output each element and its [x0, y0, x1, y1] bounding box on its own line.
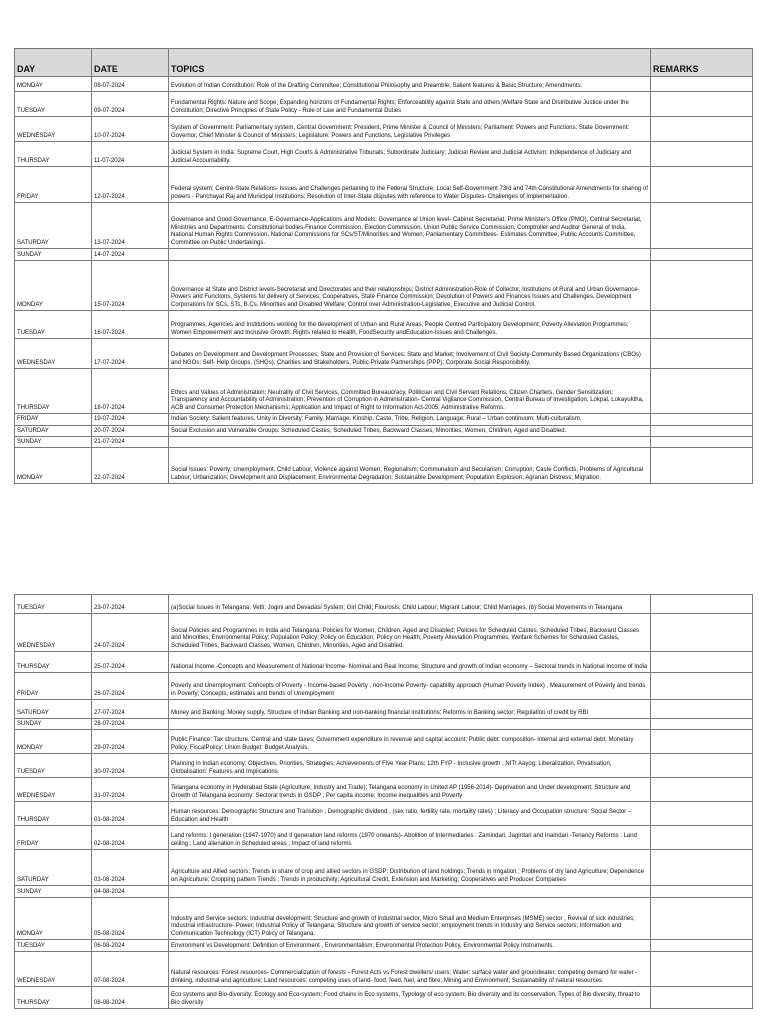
remarks-cell — [651, 614, 753, 652]
remarks-cell — [651, 850, 753, 886]
day-cell: SATURDAY — [15, 425, 92, 437]
header-topics: TOPICS — [169, 49, 651, 77]
remarks-cell — [651, 311, 753, 339]
schedule-table-1 — [14, 48, 753, 484]
date-cell: 22-07-2024 — [92, 448, 169, 484]
date-cell: 27-07-2024 — [92, 700, 169, 719]
date-cell: 20-07-2024 — [92, 425, 169, 437]
table-row — [15, 117, 753, 142]
table-row — [15, 614, 753, 652]
day-cell: TUESDAY — [15, 754, 92, 778]
topics-cell: Eco systems and Bio-diversity: Ecology and Eco-system; Food chains in Eco systems, Typology of eco system; Bio diversity and its conservation, Types of Bio diversity, threat to Bio diversity — [169, 987, 651, 1009]
day-cell: THURSDAY — [15, 369, 92, 414]
topics-cell — [169, 719, 651, 730]
table-row — [15, 719, 753, 730]
table-row — [15, 448, 753, 484]
topics-cell — [169, 437, 651, 448]
date-cell: 29-07-2024 — [92, 730, 169, 754]
table-row — [15, 77, 753, 92]
remarks-cell — [651, 448, 753, 484]
table-row — [15, 311, 753, 339]
remarks-cell — [651, 92, 753, 117]
day-cell: THURSDAY — [15, 987, 92, 1009]
header-day: DAY — [15, 49, 92, 77]
date-cell: 18-07-2024 — [92, 369, 169, 414]
topics-cell: Governance at State and District levels-Secretariat and Directorates and their relationships; District Administration-Role of Collector, Institutions of Rural and Urban Governance-Powers and Functions, Systems for delivery of Services; Cooperatives, State Finance Commission; Devolution of Powers and Finances Issues and Challenges. Development Corporations for SCs, STs, B.Cs, Minorities and Disabled Welfare; Control over Administration-Legislative, Executive and Judicial Control. — [169, 261, 651, 311]
table-row — [15, 952, 753, 987]
remarks-cell — [651, 719, 753, 730]
day-cell: FRIDAY — [15, 167, 92, 203]
remarks-cell — [651, 730, 753, 754]
date-cell: 04-08-2024 — [92, 886, 169, 898]
table-row — [15, 249, 753, 261]
day-cell: WEDNESDAY — [15, 778, 92, 802]
table-row — [15, 898, 753, 940]
day-cell: FRIDAY — [15, 673, 92, 700]
day-cell: WEDNESDAY — [15, 339, 92, 369]
day-cell: SATURDAY — [15, 203, 92, 249]
topics-cell: (a)Social Issues in Telangana: Vetti; Jogini and Devadasi System; Girl Child; Flourosis; Child Labour; Migrant Labour; Child Marriages. (b) Social Movements in Telangana — [169, 595, 651, 614]
topics-cell: National Income -Concepts and Measurement of National Income- Nominal and Real Income; Structure and growth of Indian economy – Sectoral trends in National Income of India — [169, 652, 651, 673]
date-cell: 24-07-2024 — [92, 614, 169, 652]
remarks-cell — [651, 987, 753, 1009]
table-row — [15, 203, 753, 249]
table-row — [15, 778, 753, 802]
topics-cell: Ethics and Values of Administration; Neutrality of Civil Services, Committed Bureaucracy, Politician and Civil Servant Relations; Citizen Charters, Gender Sensitization; Transparency and Accountability of Administration; Prevention of Corruption in Administration- Central Vigilance Commission, Central Bureau of Investigation, Lokpal, Lokayuktha, ACB and Consumer Protection Mechanisms; Application and Impact of Right to Information Act-2005; Administrative Reforms. — [169, 369, 651, 414]
topics-cell: Land reforms: I generation (1947-1970) and II generation land reforms (1970 onwards)- Abolition of Intermediaries : Zamindari, Jagirdari and Inamdari -Tenancy Reforms : Land ceiling ; Land alienation in Scheduled areas ; Impact of land reforms — [169, 826, 651, 850]
remarks-cell — [651, 167, 753, 203]
day-cell: SUNDAY — [15, 886, 92, 898]
date-cell: 08-07-2024 — [92, 77, 169, 92]
day-cell: TUESDAY — [15, 595, 92, 614]
day-cell: THURSDAY — [15, 802, 92, 826]
table-row — [15, 652, 753, 673]
schedule-table-2 — [14, 594, 753, 1009]
date-cell: 11-07-2024 — [92, 142, 169, 167]
date-cell: 31-07-2024 — [92, 778, 169, 802]
topics-cell — [169, 886, 651, 898]
remarks-cell — [651, 249, 753, 261]
remarks-cell — [651, 754, 753, 778]
topics-cell: Debates on Development and Development Processes; State and Provision of Services; State and Market; Involvement of Civil Society-Community Based Organizations (CBOs) and NGOs; Self- Help Groups, (SHGs), Charities and Stakeholders, Public-Private Partnerships (PPP); Corporate Social Responsibility. — [169, 339, 651, 369]
table-row — [15, 369, 753, 414]
topics-cell: Social Exclusion and Vulnerable Groups: Scheduled Castes, Scheduled Tribes, Backward Classes, Minorities, Women, Children, Aged and Disabled. — [169, 425, 651, 437]
day-cell: TUESDAY — [15, 311, 92, 339]
topics-cell: Agriculture and Allied sectors: Trends in share of crop and allied sectors in GSDP; Distribution of land holdings; Trends in Irrigation ; Problems of dry land Agriculture; Dependence on Agriculture; Cropping pattern Trends ; Trends in productivity; Agricultural Credit, Extension and Marketing; Cooperatives and Producer Companies — [169, 850, 651, 886]
topics-cell: Planning in Indian economy: Objectives, Priorities, Strategies, Achievements of Five Year Plans; 12th FYP - Inclusive growth ; NITI Aayog; Liberalization, Privatisation, Globalisation: Features and Implications — [169, 754, 651, 778]
day-cell: TUESDAY — [15, 92, 92, 117]
date-cell: 01-08-2024 — [92, 802, 169, 826]
table-row — [15, 754, 753, 778]
date-cell: 08-08-2024 — [92, 987, 169, 1009]
remarks-cell — [651, 203, 753, 249]
topics-cell: Indian Society: Salient features, Unity in Diversity; Family, Marriage, Kinship, Caste, Tribe, Religion, Language; Rural – Urban continuum; Multi-culturalism. — [169, 414, 651, 426]
remarks-cell — [651, 940, 753, 952]
topics-cell: Poverty and Unemployment: Concepts of Poverty - Income-based Poverty , non-income Poverty- capability approach (Human Poverty Index) , Measurement of Poverty and trends in Poverty; Concepts, estimates and trends of Unemployment — [169, 673, 651, 700]
day-cell: MONDAY — [15, 898, 92, 940]
day-cell: SATURDAY — [15, 850, 92, 886]
date-cell: 13-07-2024 — [92, 203, 169, 249]
topics-cell: Governance and Good Governance, E-Governance-Applications and Models; Governance at Union level- Cabinet Secretariat, Prime Minister's Office (PMO), Central Secretariat, Ministries and Departments; Constitutional bodies-Finance Commission, Election Commission, Union Public Service Commission, Comptroller and Auditor General of India, National Human Rights Commission, National Commissions for SCs/ST/Minorities and Women; Parliamentary Committees- Estimates Committee, Public Accounts Committee, Committee on Public Undertakings. — [169, 203, 651, 249]
remarks-cell — [651, 339, 753, 369]
date-cell: 17-07-2024 — [92, 339, 169, 369]
remarks-cell — [651, 369, 753, 414]
topics-cell: Environment vs Development: Definition of Environment , Environmentalism; Environmental Protection Policy, Environmental Policy Instruments. — [169, 940, 651, 952]
topics-cell: Evolution of Indian Constitution: Role of the Drafting Committee; Constitutional Philosophy and Preamble; Salient features & Basic Structure; Amendments. — [169, 77, 651, 92]
topics-cell: Programmes, Agencies and Institutions working for the development of Urban and Rural Areas; People Centred Participatory Development; Poverty Alleviation Programmes; Women Empowerment and Inclusive Growth; Rights related to Health, FoodSecurity andEducation-Issues and Challenges. — [169, 311, 651, 339]
remarks-cell — [651, 886, 753, 898]
date-cell: 06-08-2024 — [92, 940, 169, 952]
table-row — [15, 850, 753, 886]
day-cell: SUNDAY — [15, 249, 92, 261]
date-cell: 25-07-2024 — [92, 652, 169, 673]
table-row — [15, 437, 753, 448]
date-cell: 26-07-2024 — [92, 673, 169, 700]
table-row — [15, 987, 753, 1009]
table-row — [15, 730, 753, 754]
topics-cell: Natural resources: Forest resources- Commercialization of forests - Forest Acts vs Forest dwellers/ users; Water: surface water and groundwater, competing demand for water - drinking, industrial and agriculture; Land resources: competing uses of land- food, feed, fuel, and fibre; Mining and Environment; Sustainability of natural resources — [169, 952, 651, 987]
date-cell: 21-07-2024 — [92, 437, 169, 448]
remarks-cell — [651, 673, 753, 700]
topics-cell: System of Government: Parliamentary system, Central Government: President, Prime Minister & Council of Ministers; Parliament: Powers and Functions; State Government: Governor, Chief Minister & Council of Ministers; Legislature: Powers and Functions, Legislative Privileges — [169, 117, 651, 142]
topics-cell: Judicial System in India: Supreme Court, High Courts & Administrative Tribunals; Subordinate Judiciary; Judicial Review and Judicial Activism; Independence of Judiciary and Judicial Accountability. — [169, 142, 651, 167]
table-header-row — [15, 49, 753, 77]
day-cell: SATURDAY — [15, 700, 92, 719]
topics-cell: Fundamental Rights: Nature and Scope; Expanding horizons of Fundamental Rights; Enforceability against State and others;Welfare State and Distributive Justice under the Constitution; Directive Principles of State Policy - Rule of Law and Fundamental Duties — [169, 92, 651, 117]
topics-cell: Social Policies and Programmes in India and Telangana: Policies for Women, Children, Aged and Disabled; Policies for Scheduled Castes, Scheduled Tribes, Backward Classes and Minorities; Environmental Policy; Population Policy; Policy on Education; Policy on Health; Poverty Alleviation Programmes; Welfare Schemes for Scheduled Castes, Scheduled Tribes, Backward Classes, Women, Children, Minorities, Aged and Disabled. — [169, 614, 651, 652]
date-cell: 14-07-2024 — [92, 249, 169, 261]
remarks-cell — [651, 826, 753, 850]
day-cell: MONDAY — [15, 77, 92, 92]
date-cell: 19-07-2024 — [92, 414, 169, 426]
table-row — [15, 826, 753, 850]
table-row — [15, 414, 753, 426]
remarks-cell — [651, 77, 753, 92]
date-cell: 05-08-2024 — [92, 898, 169, 940]
remarks-cell — [651, 652, 753, 673]
day-cell: MONDAY — [15, 261, 92, 311]
table-row — [15, 425, 753, 437]
topics-cell: Money and Banking: Money supply, Structure of Indian Banking and non-banking financial institutions; Reforms in Banking sector; Regulation of credit by RBI — [169, 700, 651, 719]
table-row — [15, 700, 753, 719]
table-row — [15, 940, 753, 952]
table-row — [15, 595, 753, 614]
date-cell: 28-07-2024 — [92, 719, 169, 730]
remarks-cell — [651, 437, 753, 448]
table-row — [15, 673, 753, 700]
table-row — [15, 802, 753, 826]
remarks-cell — [651, 117, 753, 142]
day-cell: WEDNESDAY — [15, 614, 92, 652]
date-cell: 15-07-2024 — [92, 261, 169, 311]
topics-cell — [169, 249, 651, 261]
remarks-cell — [651, 700, 753, 719]
remarks-cell — [651, 414, 753, 426]
remarks-cell — [651, 952, 753, 987]
date-cell: 23-07-2024 — [92, 595, 169, 614]
date-cell: 12-07-2024 — [92, 167, 169, 203]
date-cell: 09-07-2024 — [92, 92, 169, 117]
remarks-cell — [651, 425, 753, 437]
table-row — [15, 142, 753, 167]
table-row — [15, 92, 753, 117]
table-row — [15, 261, 753, 311]
day-cell: THURSDAY — [15, 142, 92, 167]
table-row — [15, 167, 753, 203]
date-cell: 02-08-2024 — [92, 826, 169, 850]
topics-cell: Public Finance: Tax structure, Central and state taxes; Government expenditure in revenue and capital account; Public debt: composition- internal and external debt; Monetary Policy, FiscalPolicy; Union Budget: Budget Analysis. — [169, 730, 651, 754]
date-cell: 30-07-2024 — [92, 754, 169, 778]
day-cell: FRIDAY — [15, 414, 92, 426]
day-cell: TUESDAY — [15, 940, 92, 952]
remarks-cell — [651, 778, 753, 802]
day-cell: MONDAY — [15, 730, 92, 754]
remarks-cell — [651, 261, 753, 311]
date-cell: 03-08-2024 — [92, 850, 169, 886]
header-remarks: REMARKS — [651, 49, 753, 77]
date-cell: 16-07-2024 — [92, 311, 169, 339]
topics-cell: Federal system: Centre-State Relations- Issues and Challenges pertaining to the Federal Structure; Local Self-Government 73rd and 74th Constitutional Amendments for sharing of powers - Panchayat Raj and Municipal Institutions; Resolution of Inter-State disputes with reference to Water Disputes- Challenges of Implementation. — [169, 167, 651, 203]
day-cell: FRIDAY — [15, 826, 92, 850]
remarks-cell — [651, 898, 753, 940]
header-date: DATE — [92, 49, 169, 77]
day-cell: MONDAY — [15, 448, 92, 484]
day-cell: SUNDAY — [15, 437, 92, 448]
day-cell: WEDNESDAY — [15, 952, 92, 987]
remarks-cell — [651, 142, 753, 167]
topics-cell: Telangana economy in Hyderabad State (Agriculture, Industry and Trade); Telangana economy in United AP (1956-2014)- Deprivation and Under development; Structure and Growth of Telangana economy: Sectoral trends in GSDP ; Per capita income; Income inequalities and Poverty — [169, 778, 651, 802]
topics-cell: Human resources: Demographic Structure and Transition , Demographic dividend , (sex ratio, fertility rate, mortality rates) ; Literacy and Occupation structure: Social Sector – Education and Health — [169, 802, 651, 826]
day-cell: THURSDAY — [15, 652, 92, 673]
topics-cell: Industry and Service sectors: Industrial development; Structure and growth of industrial sector, Micro Small and Medium Enterprises (MSME) sector , Revival of sick industries; Industrial infrastructure- Power; Industrial Policy of Telangana; Structure and growth of service sector; employment trends in Industry and Service sectors; Information and Communication Technology (ICT) Policy of Telangana. — [169, 898, 651, 940]
date-cell: 10-07-2024 — [92, 117, 169, 142]
table-row — [15, 886, 753, 898]
topics-cell: Social Issues: Poverty; Unemployment, Child Labour, Violence against Women; Regionalism; Communalism and Secularism; Corruption; Caste Conflicts, Problems of Agricultural Labour; Urbanization; Development and Displacement; Environmental Degradation; Sustainable Development; Population Explosion; Agrarian Distress; Migration. — [169, 448, 651, 484]
day-cell: SUNDAY — [15, 719, 92, 730]
day-cell: WEDNESDAY — [15, 117, 92, 142]
table-row — [15, 339, 753, 369]
remarks-cell — [651, 595, 753, 614]
date-cell: 07-08-2024 — [92, 952, 169, 987]
remarks-cell — [651, 802, 753, 826]
